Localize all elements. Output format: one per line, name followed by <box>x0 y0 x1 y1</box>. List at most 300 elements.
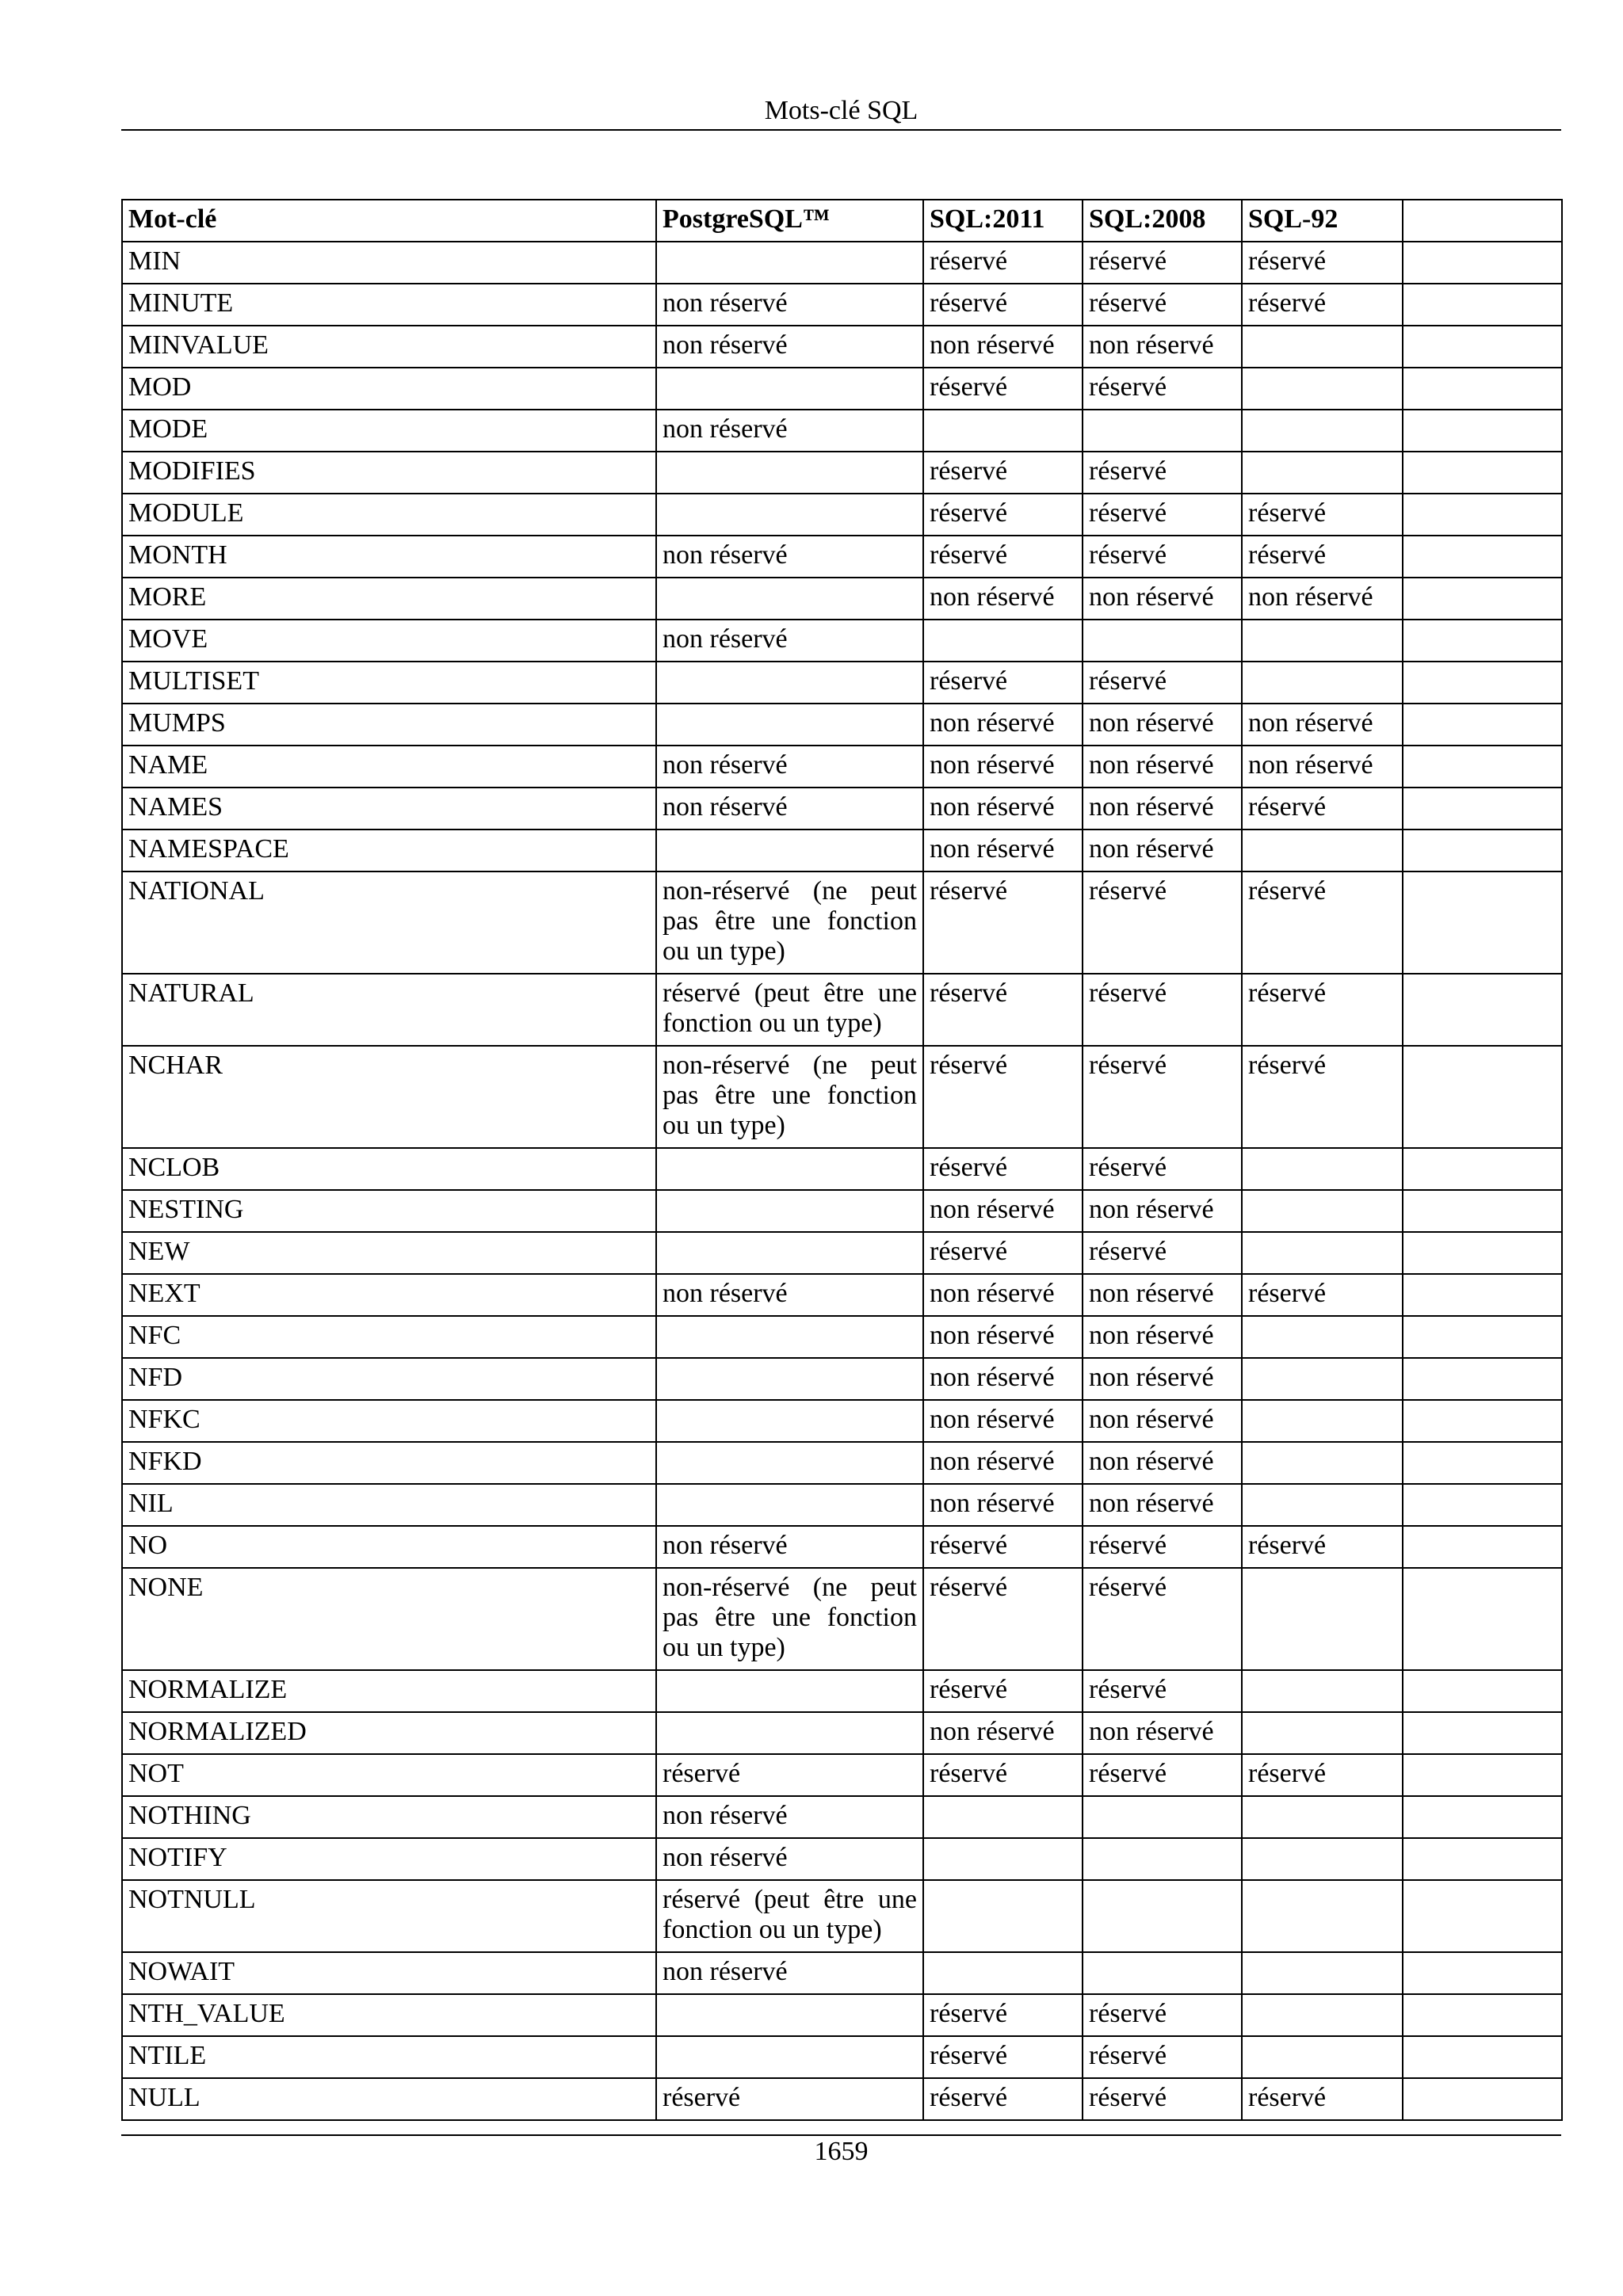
keyword-cell: NOWAIT <box>122 1952 656 1994</box>
keyword-cell: NULL <box>122 2078 656 2120</box>
blank-cell <box>1403 1994 1562 2036</box>
sql2011-cell: réservé <box>923 452 1083 494</box>
postgresql-cell <box>656 494 923 536</box>
sql2011-cell: non réservé <box>923 788 1083 830</box>
sql2008-cell: réservé <box>1083 536 1242 578</box>
postgresql-cell <box>656 2036 923 2078</box>
postgresql-cell <box>656 1046 923 1148</box>
postgresql-line: non réservé <box>663 1957 788 1986</box>
table-row <box>122 494 1562 536</box>
sql92-cell <box>1242 1994 1403 2036</box>
sql2011-cell <box>923 1952 1083 1994</box>
sql2008-cell: réservé <box>1083 974 1242 1046</box>
blank-cell <box>1403 1358 1562 1400</box>
blank-cell <box>1403 788 1562 830</box>
postgresql-line: fonction ou un type) <box>663 1915 882 1944</box>
sql2011-cell: réservé <box>923 494 1083 536</box>
table-row <box>122 1400 1562 1442</box>
blank-cell <box>1403 1442 1562 1484</box>
table-row <box>122 662 1562 704</box>
postgresql-cell <box>656 1484 923 1526</box>
table-row <box>122 1712 1562 1754</box>
sql2008-cell: réservé <box>1083 1232 1242 1274</box>
keyword-cell: NEXT <box>122 1274 656 1316</box>
blank-cell <box>1403 1148 1562 1190</box>
blank-cell <box>1403 284 1562 326</box>
table-row <box>122 1484 1562 1526</box>
sql92-cell <box>1242 1442 1403 1484</box>
postgresql-cell <box>656 974 923 1046</box>
sql2011-cell: non réservé <box>923 1400 1083 1442</box>
sql2008-cell <box>1083 410 1242 452</box>
sql2008-cell <box>1083 1952 1242 1994</box>
sql2008-cell: réservé <box>1083 1568 1242 1670</box>
postgresql-cell <box>656 2078 923 2120</box>
sql2011-cell: non réservé <box>923 830 1083 871</box>
keyword-cell: NEW <box>122 1232 656 1274</box>
postgresql-line: ou un type) <box>663 1633 785 1662</box>
blank-cell <box>1403 1754 1562 1796</box>
keyword-cell: NAMES <box>122 788 656 830</box>
postgresql-cell <box>656 368 923 410</box>
table-row <box>122 368 1562 410</box>
table-row <box>122 1880 1562 1952</box>
sql92-cell <box>1242 1838 1403 1880</box>
table-row <box>122 1358 1562 1400</box>
postgresql-cell <box>656 1526 923 1568</box>
keyword-cell: MIN <box>122 242 656 284</box>
postgresql-cell <box>656 788 923 830</box>
postgresql-line: non-réservé (ne peut <box>663 1573 917 1602</box>
blank-cell <box>1403 871 1562 974</box>
postgresql-cell <box>656 1232 923 1274</box>
postgresql-line: fonction ou un type) <box>663 1009 882 1038</box>
sql92-cell <box>1242 1670 1403 1712</box>
blank-cell <box>1403 1046 1562 1148</box>
column-header-sql2008: SQL:2008 <box>1083 200 1242 242</box>
sql2008-cell: non réservé <box>1083 1316 1242 1358</box>
postgresql-cell <box>656 1568 923 1670</box>
table-row <box>122 788 1562 830</box>
postgresql-line: non-réservé (ne peut <box>663 876 917 906</box>
sql92-cell <box>1242 1880 1403 1952</box>
keyword-cell: MONTH <box>122 536 656 578</box>
sql92-cell <box>1242 1148 1403 1190</box>
table-row <box>122 1796 1562 1838</box>
postgresql-line: non réservé <box>663 1801 788 1830</box>
postgresql-line: réservé <box>663 2083 741 2112</box>
sql92-cell: réservé <box>1242 871 1403 974</box>
postgresql-cell <box>656 1316 923 1358</box>
keyword-cell: NOTHING <box>122 1796 656 1838</box>
keyword-cell: NOTNULL <box>122 1880 656 1952</box>
sql92-cell <box>1242 1484 1403 1526</box>
postgresql-cell <box>656 326 923 368</box>
sql2011-cell: réservé <box>923 2078 1083 2120</box>
postgresql-cell <box>656 871 923 974</box>
blank-cell <box>1403 410 1562 452</box>
sql2011-cell: non réservé <box>923 704 1083 746</box>
sql2008-cell: réservé <box>1083 368 1242 410</box>
blank-cell <box>1403 1796 1562 1838</box>
sql92-cell: réservé <box>1242 1754 1403 1796</box>
sql2011-cell: non réservé <box>923 1712 1083 1754</box>
column-header-blank <box>1403 200 1562 242</box>
postgresql-line: réservé (peut être une <box>663 978 917 1008</box>
sql2011-cell: réservé <box>923 1568 1083 1670</box>
sql2011-cell: réservé <box>923 1232 1083 1274</box>
sql92-cell: réservé <box>1242 284 1403 326</box>
postgresql-cell <box>656 1190 923 1232</box>
postgresql-cell <box>656 1838 923 1880</box>
table-row <box>122 1046 1562 1148</box>
sql2008-cell: réservé <box>1083 452 1242 494</box>
postgresql-cell <box>656 1796 923 1838</box>
page-header-title: Mots-clé SQL <box>764 96 918 125</box>
keyword-cell: MODULE <box>122 494 656 536</box>
keyword-cell: NFD <box>122 1358 656 1400</box>
sql2011-cell: réservé <box>923 2036 1083 2078</box>
sql2011-cell: non réservé <box>923 1316 1083 1358</box>
postgresql-cell <box>656 1994 923 2036</box>
sql2011-cell: réservé <box>923 1670 1083 1712</box>
sql2008-cell: réservé <box>1083 494 1242 536</box>
keyword-cell: NOTIFY <box>122 1838 656 1880</box>
blank-cell <box>1403 1526 1562 1568</box>
keyword-cell: MINVALUE <box>122 326 656 368</box>
table-row <box>122 410 1562 452</box>
postgresql-cell <box>656 410 923 452</box>
sql2011-cell <box>923 620 1083 662</box>
sql2008-cell: non réservé <box>1083 1400 1242 1442</box>
column-header-keyword: Mot-clé <box>122 200 656 242</box>
postgresql-cell <box>656 1274 923 1316</box>
sql2008-cell: non réservé <box>1083 1274 1242 1316</box>
sql92-cell: réservé <box>1242 974 1403 1046</box>
blank-cell <box>1403 1274 1562 1316</box>
sql2011-cell <box>923 410 1083 452</box>
blank-cell <box>1403 1232 1562 1274</box>
sql92-cell <box>1242 1316 1403 1358</box>
blank-cell <box>1403 974 1562 1046</box>
keyword-cell: NORMALIZED <box>122 1712 656 1754</box>
table-row <box>122 1952 1562 1994</box>
postgresql-cell <box>656 704 923 746</box>
sql92-cell <box>1242 1400 1403 1442</box>
blank-cell <box>1403 1484 1562 1526</box>
sql2011-cell: réservé <box>923 536 1083 578</box>
postgresql-line: non-réservé (ne peut <box>663 1051 917 1080</box>
blank-cell <box>1403 242 1562 284</box>
sql92-cell: réservé <box>1242 788 1403 830</box>
postgresql-cell <box>656 746 923 788</box>
postgresql-line: ou un type) <box>663 1111 785 1140</box>
keyword-cell: MORE <box>122 578 656 620</box>
keyword-cell: MODE <box>122 410 656 452</box>
table-row <box>122 620 1562 662</box>
postgresql-line: pas être une fonction <box>663 906 917 936</box>
postgresql-cell <box>656 1952 923 1994</box>
sql2008-cell <box>1083 1880 1242 1952</box>
sql2011-cell: réservé <box>923 1046 1083 1148</box>
keyword-cell: NTILE <box>122 2036 656 2078</box>
postgresql-line: ou un type) <box>663 936 785 966</box>
table-row <box>122 536 1562 578</box>
sql92-cell: réservé <box>1242 1274 1403 1316</box>
keyword-cell: NAME <box>122 746 656 788</box>
sql2008-cell: non réservé <box>1083 1358 1242 1400</box>
postgresql-line: non réservé <box>663 750 788 780</box>
sql2011-cell: non réservé <box>923 746 1083 788</box>
sql2011-cell: réservé <box>923 284 1083 326</box>
postgresql-cell <box>656 1400 923 1442</box>
postgresql-line: non réservé <box>663 1531 788 1560</box>
sql2008-cell <box>1083 620 1242 662</box>
postgresql-cell <box>656 536 923 578</box>
sql2011-cell: non réservé <box>923 578 1083 620</box>
postgresql-cell <box>656 1358 923 1400</box>
blank-cell <box>1403 368 1562 410</box>
keyword-cell: NCHAR <box>122 1046 656 1148</box>
sql2011-cell: réservé <box>923 242 1083 284</box>
sql2011-cell: réservé <box>923 1148 1083 1190</box>
blank-cell <box>1403 1712 1562 1754</box>
blank-cell <box>1403 1952 1562 1994</box>
postgresql-line: réservé <box>663 1759 741 1788</box>
table-row <box>122 974 1562 1046</box>
table-row <box>122 1232 1562 1274</box>
keyword-cell: NFKD <box>122 1442 656 1484</box>
table-row <box>122 1316 1562 1358</box>
postgresql-line: non réservé <box>663 540 788 570</box>
postgresql-cell <box>656 1880 923 1952</box>
sql92-cell <box>1242 452 1403 494</box>
sql2008-cell: réservé <box>1083 284 1242 326</box>
sql92-cell: non réservé <box>1242 746 1403 788</box>
sql2011-cell: non réservé <box>923 1442 1083 1484</box>
postgresql-cell <box>656 284 923 326</box>
sql92-cell <box>1242 368 1403 410</box>
sql2008-cell: réservé <box>1083 1994 1242 2036</box>
sql92-cell <box>1242 326 1403 368</box>
sql2008-cell: non réservé <box>1083 1190 1242 1232</box>
blank-cell <box>1403 326 1562 368</box>
blank-cell <box>1403 1316 1562 1358</box>
sql2011-cell: réservé <box>923 871 1083 974</box>
table-row <box>122 1670 1562 1712</box>
keyword-cell: NESTING <box>122 1190 656 1232</box>
sql92-cell: réservé <box>1242 494 1403 536</box>
table-row <box>122 871 1562 974</box>
sql2011-cell: non réservé <box>923 1484 1083 1526</box>
sql92-cell: réservé <box>1242 1526 1403 1568</box>
sql2008-cell: non réservé <box>1083 1484 1242 1526</box>
keyword-cell: NFC <box>122 1316 656 1358</box>
sql92-cell: réservé <box>1242 242 1403 284</box>
page-number: 1659 <box>814 2137 869 2166</box>
keyword-cell: MINUTE <box>122 284 656 326</box>
sql2011-cell <box>923 1796 1083 1838</box>
sql2011-cell: réservé <box>923 1994 1083 2036</box>
column-header-sql2011: SQL:2011 <box>923 200 1083 242</box>
sql92-cell: non réservé <box>1242 704 1403 746</box>
keyword-cell: NCLOB <box>122 1148 656 1190</box>
sql92-cell <box>1242 830 1403 871</box>
blank-cell <box>1403 1400 1562 1442</box>
sql2008-cell: non réservé <box>1083 578 1242 620</box>
keyword-cell: MOD <box>122 368 656 410</box>
blank-cell <box>1403 578 1562 620</box>
sql92-cell <box>1242 1232 1403 1274</box>
table-row <box>122 830 1562 871</box>
sql92-cell <box>1242 2036 1403 2078</box>
sql92-cell: non réservé <box>1242 578 1403 620</box>
keyword-cell: NIL <box>122 1484 656 1526</box>
sql2008-cell: réservé <box>1083 242 1242 284</box>
postgresql-cell <box>656 452 923 494</box>
sql92-cell <box>1242 1568 1403 1670</box>
keyword-cell: NONE <box>122 1568 656 1670</box>
table-row <box>122 284 1562 326</box>
postgresql-cell <box>656 1148 923 1190</box>
sql2008-cell: non réservé <box>1083 746 1242 788</box>
table-row <box>122 452 1562 494</box>
sql92-cell <box>1242 620 1403 662</box>
keyword-cell: NATURAL <box>122 974 656 1046</box>
postgresql-line: non réservé <box>663 330 788 360</box>
sql2008-cell: non réservé <box>1083 1442 1242 1484</box>
sql92-cell <box>1242 662 1403 704</box>
sql2008-cell: réservé <box>1083 2036 1242 2078</box>
blank-cell <box>1403 2078 1562 2120</box>
sql2011-cell: non réservé <box>923 1190 1083 1232</box>
blank-cell <box>1403 494 1562 536</box>
blank-cell <box>1403 1880 1562 1952</box>
postgresql-cell <box>656 1712 923 1754</box>
table-row <box>122 578 1562 620</box>
postgresql-line: pas être une fonction <box>663 1603 917 1632</box>
blank-cell <box>1403 1568 1562 1670</box>
postgresql-line: non réservé <box>663 624 788 654</box>
table-row <box>122 326 1562 368</box>
sql2011-cell: réservé <box>923 662 1083 704</box>
sql2008-cell: réservé <box>1083 1526 1242 1568</box>
sql2008-cell: non réservé <box>1083 830 1242 871</box>
sql2008-cell: non réservé <box>1083 1712 1242 1754</box>
sql2011-cell: non réservé <box>923 1274 1083 1316</box>
postgresql-line: réservé (peut être une <box>663 1885 917 1914</box>
table-row <box>122 2036 1562 2078</box>
table-row <box>122 1994 1562 2036</box>
sql92-cell <box>1242 1712 1403 1754</box>
keyword-cell: NFKC <box>122 1400 656 1442</box>
sql2011-cell: réservé <box>923 974 1083 1046</box>
postgresql-line: non réservé <box>663 414 788 444</box>
sql92-cell: réservé <box>1242 1046 1403 1148</box>
column-header-sql92: SQL-92 <box>1242 200 1403 242</box>
postgresql-cell <box>656 662 923 704</box>
blank-cell <box>1403 662 1562 704</box>
sql92-cell <box>1242 1952 1403 1994</box>
table-row <box>122 242 1562 284</box>
sql2008-cell: non réservé <box>1083 704 1242 746</box>
postgresql-line: non réservé <box>663 1843 788 1872</box>
keyword-cell: MUMPS <box>122 704 656 746</box>
table-row <box>122 1526 1562 1568</box>
table-row <box>122 746 1562 788</box>
keyword-cell: NORMALIZE <box>122 1670 656 1712</box>
keyword-cell: NOT <box>122 1754 656 1796</box>
postgresql-cell <box>656 620 923 662</box>
table-header-row <box>122 200 1562 242</box>
blank-cell <box>1403 452 1562 494</box>
blank-cell <box>1403 1838 1562 1880</box>
sql2008-cell: réservé <box>1083 1754 1242 1796</box>
sql92-cell: réservé <box>1242 536 1403 578</box>
postgresql-cell <box>656 1442 923 1484</box>
postgresql-cell <box>656 1670 923 1712</box>
postgresql-cell <box>656 1754 923 1796</box>
postgresql-cell <box>656 578 923 620</box>
sql2011-cell <box>923 1880 1083 1952</box>
keyword-cell: NAMESPACE <box>122 830 656 871</box>
table-row <box>122 1274 1562 1316</box>
sql2011-cell: réservé <box>923 1526 1083 1568</box>
sql2008-cell: réservé <box>1083 1148 1242 1190</box>
sql2008-cell: non réservé <box>1083 788 1242 830</box>
table-row <box>122 1190 1562 1232</box>
table-row <box>122 1442 1562 1484</box>
blank-cell <box>1403 1670 1562 1712</box>
keywords-table <box>121 199 1563 2121</box>
table-row <box>122 1148 1562 1190</box>
postgresql-line: non réservé <box>663 792 788 822</box>
sql2011-cell: non réservé <box>923 326 1083 368</box>
keyword-cell: MODIFIES <box>122 452 656 494</box>
sql92-cell <box>1242 410 1403 452</box>
sql2008-cell <box>1083 1796 1242 1838</box>
blank-cell <box>1403 2036 1562 2078</box>
keyword-cell: NTH_VALUE <box>122 1994 656 2036</box>
blank-cell <box>1403 620 1562 662</box>
sql2008-cell: réservé <box>1083 1670 1242 1712</box>
sql2008-cell: non réservé <box>1083 326 1242 368</box>
sql2011-cell: réservé <box>923 368 1083 410</box>
table-row <box>122 1754 1562 1796</box>
sql2011-cell: réservé <box>923 1754 1083 1796</box>
sql92-cell <box>1242 1796 1403 1838</box>
sql2008-cell: réservé <box>1083 871 1242 974</box>
sql92-cell: réservé <box>1242 2078 1403 2120</box>
keyword-cell: MOVE <box>122 620 656 662</box>
sql2011-cell: non réservé <box>923 1358 1083 1400</box>
sql92-cell <box>1242 1190 1403 1232</box>
table-row <box>122 1568 1562 1670</box>
header-rule <box>121 129 1561 131</box>
postgresql-cell <box>656 242 923 284</box>
blank-cell <box>1403 704 1562 746</box>
keyword-cell: NO <box>122 1526 656 1568</box>
sql2008-cell <box>1083 1838 1242 1880</box>
blank-cell <box>1403 746 1562 788</box>
blank-cell <box>1403 1190 1562 1232</box>
table-row <box>122 1838 1562 1880</box>
sql2008-cell: réservé <box>1083 662 1242 704</box>
blank-cell <box>1403 536 1562 578</box>
sql2008-cell: réservé <box>1083 1046 1242 1148</box>
column-header-postgresql: PostgreSQL™ <box>656 200 923 242</box>
keyword-cell: MULTISET <box>122 662 656 704</box>
